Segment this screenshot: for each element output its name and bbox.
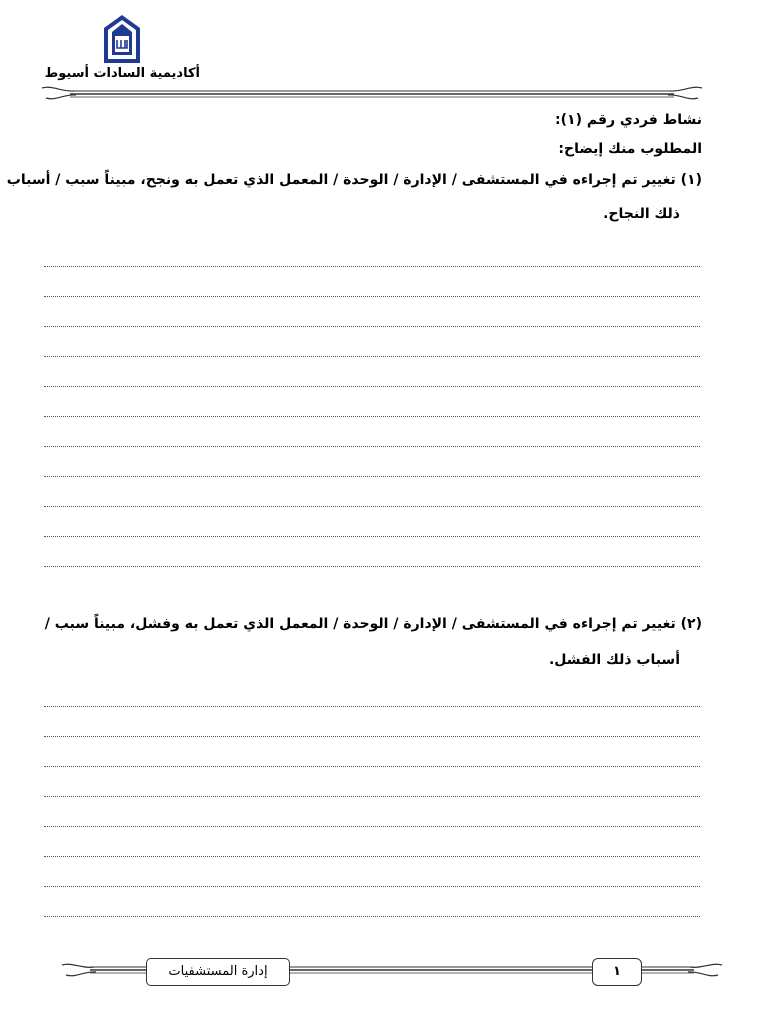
academy-logo-icon — [103, 14, 141, 64]
answer-line[interactable] — [44, 566, 700, 567]
answer-line[interactable] — [44, 766, 700, 767]
answer-line[interactable] — [44, 916, 700, 917]
question-2-line-1: (٢) تغيير تم إجراءه في المستشفى / الإدارة / الوحدة / المعمل الذي تعمل به وفشل، مبيناً سبب / — [44, 616, 702, 632]
question-1-line-2: ذلك النجاح. — [603, 206, 680, 222]
answer-line[interactable] — [44, 356, 700, 357]
academy-name: أكاديمية السادات أسيوط — [44, 66, 200, 81]
answer-line[interactable] — [44, 796, 700, 797]
answer-area-2[interactable] — [44, 702, 700, 926]
answer-line[interactable] — [44, 826, 700, 827]
answer-line[interactable] — [44, 706, 700, 707]
answer-line[interactable] — [44, 886, 700, 887]
header-ornament — [40, 82, 704, 104]
activity-title: نشاط فردي رقم (١): — [555, 112, 702, 128]
question-2-line-2: أسباب ذلك الفشل. — [548, 652, 680, 668]
answer-line[interactable] — [44, 476, 700, 477]
answer-line[interactable] — [44, 416, 700, 417]
answer-line[interactable] — [44, 736, 700, 737]
answer-line[interactable] — [44, 326, 700, 327]
footer-course-label: إدارة المستشفيات — [146, 958, 290, 986]
answer-line[interactable] — [44, 856, 700, 857]
answer-line[interactable] — [44, 506, 700, 507]
answer-line[interactable] — [44, 296, 700, 297]
required-label: المطلوب منك إيضاح: — [558, 141, 702, 157]
answer-line[interactable] — [44, 266, 700, 267]
answer-line[interactable] — [44, 536, 700, 537]
answer-line[interactable] — [44, 446, 700, 447]
page-number: ١ — [592, 958, 642, 986]
answer-area-1[interactable] — [44, 262, 700, 572]
answer-line[interactable] — [44, 386, 700, 387]
question-1-line-1: (١) تغيير تم إجراءه في المستشفى / الإدارة / الوحدة / المعمل الذي تعمل به ونجح، مبيناً سبب / أسباب — [6, 172, 702, 188]
